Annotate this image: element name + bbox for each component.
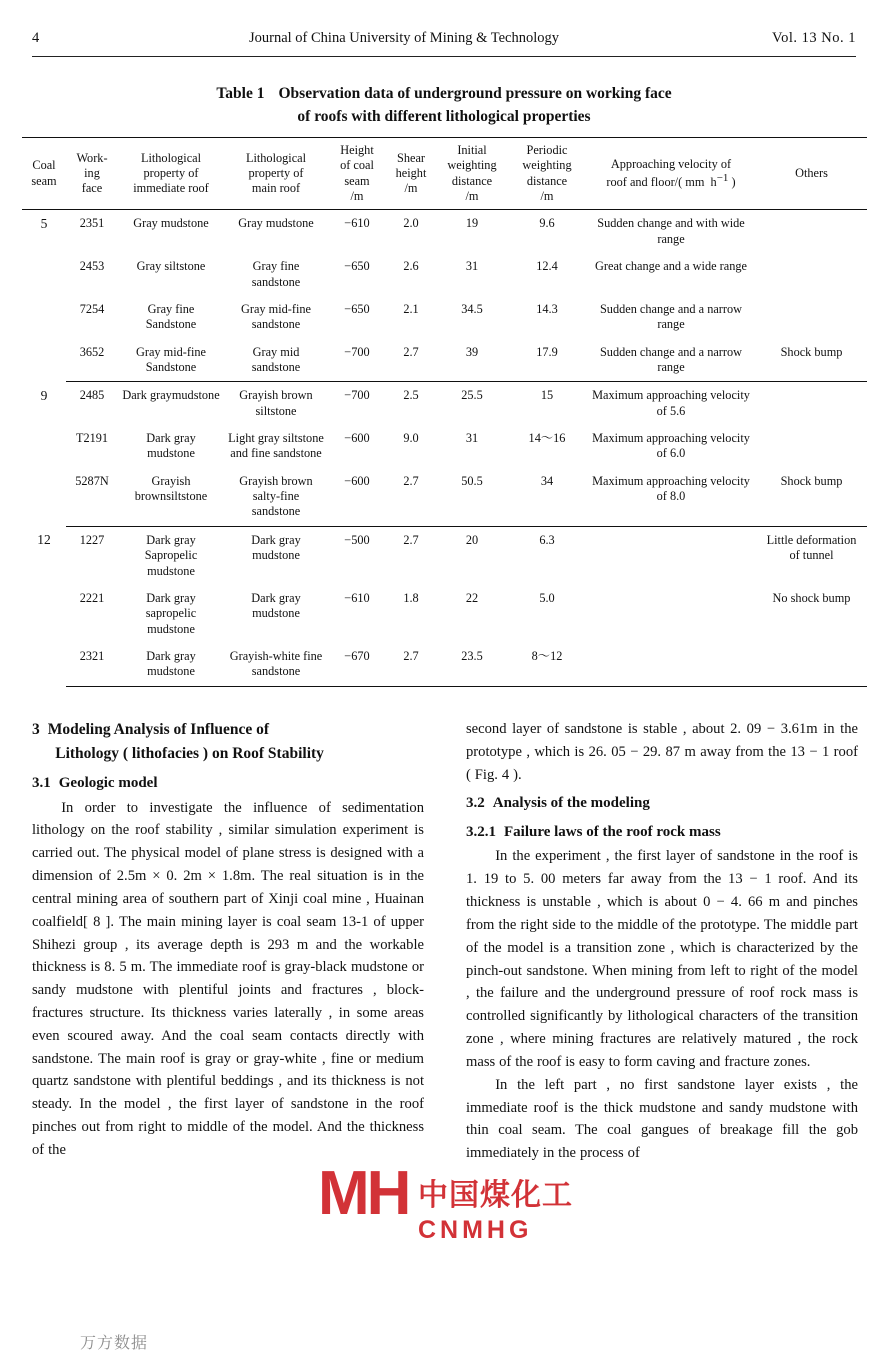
cell-velocity: Maximum approaching velocity of 8.0 [586, 468, 756, 527]
cell-others: Little deformation of tunnel [766, 532, 857, 563]
col-header-main-roof: Lithological property of main roof [224, 138, 328, 210]
cell-initial: 50.5 [436, 468, 508, 527]
cell-periodic: 14～16 [528, 431, 566, 446]
cell-velocity [586, 585, 756, 643]
section-title-line2: Lithology ( lithofacies ) on Roof Stability [55, 745, 324, 763]
cell-immediate-roof: Gray mudstone [133, 216, 209, 231]
table-caption-line2: of roofs with different lithological properties [297, 108, 591, 126]
cell-working-face: 1227 [79, 532, 105, 547]
cell-initial: 31 [465, 259, 479, 274]
watermark-cnmhg [418, 1170, 573, 1245]
running-head [32, 30, 856, 47]
cell-periodic: 9.6 [539, 216, 555, 231]
subsection-title: Geologic model [58, 775, 158, 792]
cell-velocity: Maximum approaching velocity of 6.0 [592, 431, 750, 461]
cell-main-roof: Gray mid sandstone [224, 339, 328, 382]
cell-height: −650 [344, 259, 370, 274]
table-row [22, 339, 867, 382]
observation-data-table [22, 137, 867, 687]
cell-velocity: Sudden change and a narrow range [586, 339, 756, 382]
cell-working-face: T2191 [75, 431, 109, 446]
table-caption-line1: Observation data of underground pressure on working face [278, 85, 672, 102]
subsection-heading-3-2-1 [466, 821, 858, 844]
cell-height: −500 [344, 532, 370, 547]
cell-height: −700 [344, 388, 370, 403]
cell-working-face: 2485 [79, 388, 105, 403]
cell-immediate-roof: Grayish brownsiltstone [118, 468, 224, 527]
cell-velocity: Sudden change and a narrow range [599, 301, 743, 332]
section-heading-3 [32, 718, 424, 766]
table-row [22, 425, 867, 468]
cell-initial: 20 [465, 532, 479, 547]
section-title-line1: Modeling Analysis of Influence of [47, 721, 270, 738]
cell-immediate-roof: Dark gray mudstone [118, 643, 224, 686]
cell-initial: 25.5 [461, 388, 483, 403]
table-row [22, 382, 867, 425]
cell-immediate-roof: Dark graymudstone [122, 388, 220, 403]
cell-main-roof: Grayish brown siltstone [239, 388, 313, 418]
body-columns [32, 718, 858, 1358]
cell-immediate-roof: Dark gray Sapropelic mudstone [144, 532, 198, 578]
cell-periodic: 34 [508, 468, 586, 527]
col-header-coal-seam: Coal seam [22, 138, 66, 210]
table-header-row [22, 138, 867, 210]
right-column [466, 718, 858, 1165]
cell-initial: 39 [436, 339, 508, 382]
cell-others [756, 253, 867, 296]
cell-others [756, 296, 867, 339]
table-label: Table 1 [216, 85, 265, 102]
cell-working-face: 3652 [66, 339, 118, 382]
table-row [22, 210, 867, 253]
cell-height: −610 [344, 216, 370, 231]
cell-height: −600 [344, 431, 370, 446]
col-header-coal-seam-height: Height of coal seam /m [328, 138, 386, 210]
cell-working-face: 7254 [79, 301, 105, 316]
watermark-mh-logo: MH [318, 1159, 409, 1228]
cell-height: −650 [344, 301, 370, 316]
cell-coal-seam: 5 [40, 216, 48, 232]
cell-initial: 23.5 [436, 643, 508, 686]
cell-shear: 2.7 [403, 532, 419, 547]
cell-velocity [586, 526, 756, 585]
cell-main-roof: Gray mid-fine sandstone [241, 301, 311, 332]
cell-main-roof: Gray fine sandstone [251, 259, 301, 289]
cell-main-roof: Gray mudstone [238, 216, 314, 231]
subsection-number: 3.2.1 [466, 823, 496, 840]
cell-working-face: 2351 [79, 216, 105, 231]
subsection-heading-3-2 [466, 792, 858, 815]
cell-shear: 2.0 [403, 216, 419, 231]
cell-immediate-roof: Gray siltstone [136, 259, 206, 274]
cell-main-roof: Light gray siltstone and fine sandstone [228, 431, 324, 461]
left-column [32, 718, 424, 1162]
cell-periodic: 14.3 [536, 301, 558, 316]
cell-periodic: 17.9 [508, 339, 586, 382]
cell-shear: 2.7 [386, 468, 436, 527]
cell-velocity: Maximum approaching velocity of 5.6 [592, 388, 750, 418]
cell-height: −700 [328, 339, 386, 382]
cell-immediate-roof: Gray fine Sandstone [145, 301, 197, 332]
subsection-title: Failure laws of the roof rock mass [504, 823, 721, 840]
col-header-initial-weighting: Initial weighting distance /m [436, 138, 508, 210]
cell-height: −610 [344, 590, 370, 605]
cell-initial: 22 [465, 590, 479, 605]
paragraph-continued: second layer of sandstone is stable , about 2. 09 − 3.61m in the prototype , which is 26. 05 − 29. 87 m away from the 13 − 1 roof ( Fig. 4 ). [466, 721, 858, 783]
cell-periodic: 6.3 [539, 532, 555, 547]
cell-others [756, 382, 867, 425]
cell-coal-seam: 12 [37, 532, 51, 548]
cell-initial: 34.5 [461, 301, 483, 316]
table-row [22, 643, 867, 686]
cell-coal-seam: 9 [40, 387, 48, 403]
cell-working-face: 5287N [66, 468, 118, 527]
cell-periodic: 12.4 [536, 259, 558, 274]
cell-velocity: Great change and a wide range [595, 259, 747, 274]
journal-title: Journal of China University of Mining & Technology [248, 30, 560, 46]
col-header-approaching-velocity: Approaching velocity of roof and floor/( mm $h^{-1}$ ) [586, 138, 756, 210]
table-row [22, 253, 867, 296]
cell-shear: 2.5 [403, 388, 419, 403]
cell-main-roof: Grayish-white fine sandstone [224, 643, 328, 686]
cell-periodic: 5.0 [539, 590, 555, 605]
cell-initial: 19 [465, 216, 479, 231]
cell-height: −670 [328, 643, 386, 686]
paragraph-left-part: In the left part , no first sandstone layer exists , the immediate roof is the thick mudstone and sandy mudstone with thin coal seam. The coal gangues of breakage fill the gob immediately in the process of [466, 1076, 858, 1162]
cell-others: Shock bump [756, 468, 867, 527]
col-header-shear-height: Shear height /m [386, 138, 436, 210]
cell-main-roof: Dark gray mudstone [251, 590, 301, 621]
cell-shear: 2.7 [386, 643, 436, 686]
table-row [22, 468, 867, 527]
table-row [22, 296, 867, 339]
cell-others [756, 425, 867, 468]
watermark-cn-text: 中国煤化工 [418, 1179, 573, 1212]
section-number: 3 [32, 721, 40, 738]
cell-others: Shock bump [756, 339, 867, 382]
col-header-others: Others [756, 138, 867, 210]
header-divider [32, 56, 856, 57]
table-row [22, 526, 867, 585]
col-header-working-face: Work- ing face [66, 138, 118, 210]
cell-others [756, 210, 867, 253]
watermark-wanfang: 万方数据 [80, 1335, 149, 1352]
cell-working-face: 2221 [79, 590, 105, 605]
subsection-title: Analysis of the modeling [492, 795, 650, 812]
cell-immediate-roof: Dark gray mudstone [146, 431, 196, 461]
cell-periodic: 15 [540, 388, 554, 403]
cell-shear: 2.7 [386, 339, 436, 382]
cell-immediate-roof: Dark gray sapropelic mudstone [145, 590, 197, 636]
cell-main-roof: Grayish brown salty-fine sandstone [224, 468, 328, 527]
cell-shear: 1.8 [403, 590, 419, 605]
table-row [22, 585, 867, 643]
cell-others [756, 643, 867, 686]
cell-periodic: 8～12 [508, 643, 586, 686]
cell-main-roof: Dark gray mudstone [251, 532, 301, 563]
subsection-number: 3.1 [32, 775, 51, 792]
table-caption [32, 82, 856, 129]
cell-velocity [586, 643, 756, 686]
cell-working-face: 2453 [79, 259, 105, 274]
cell-shear: 9.0 [403, 431, 419, 446]
col-header-immediate-roof: Lithological property of immediate roof [118, 138, 224, 210]
col-header-periodic-weighting: Periodic weighting distance /m [508, 138, 586, 210]
paragraph-failure-laws: In the experiment , the first layer of sandstone in the roof is 1. 19 to 5. 00 meters far away from the 13 − 1 roof. And its thickness is unstable , which is about 0 − 4. 66 m and pinches from the right side to the middle of the prototype. The middle part of the model is a transition zone , which is characterized by the pinch-out sandstone. When mining from left to right of the model , the failure and the underground pressure of roof rock mass is controlled significantly by lithological characters of the transition zone , where mining fractures are relatively matured , the rock mass of the roof is easy to form caving and fracture zones. [466, 848, 858, 1070]
watermark-cnmhg-text: CNMHG [418, 1216, 533, 1244]
cell-shear: 2.6 [403, 259, 419, 274]
subsection-number: 3.2 [466, 795, 485, 812]
cell-working-face: 2321 [66, 643, 118, 686]
cell-velocity: Sudden change and with wide range [597, 216, 745, 246]
paragraph-geologic-model: In order to investigate the influence of sedimentation lithology on the roof stability , similar simulation experiment is carried out. The physical model of plane stress is designed with a dimension of 2.5m × 0. 2m × 1.8m. The real situation is in the central mining area of southern part of Xinji coal mine , Huainan coalfield[ 8 ]. The main mining layer is coal seam 13-1 of upper Shihezi group , its average depth is 293 m and the workable thickness is 8. 5 m. The immediate roof is gray-black mudstone or sandy mudstone with plentiful joints and fractures , block-fractures structure. Its thickness varies laterally , in some areas even scoured away. And the coal seam contacts directly with sandstone. The main roof is gray or gray-white , fine or medium quartz sandstone with plentiful beddings , and its thickness is not steady. In the model , the first layer of sandstone in the roof pinches out from right to middle of the model. And the thickness of the [32, 799, 424, 1158]
subsection-heading-3-1 [32, 772, 424, 795]
volume-issue: Vol. 13 No. 1 [772, 30, 856, 46]
cell-height: −600 [328, 468, 386, 527]
page-number: 4 [32, 30, 40, 46]
cell-immediate-roof: Gray mid-fine Sandstone [118, 339, 224, 382]
cell-others: No shock bump [772, 590, 851, 605]
cell-initial: 31 [465, 431, 479, 446]
cell-shear: 2.1 [403, 301, 419, 316]
